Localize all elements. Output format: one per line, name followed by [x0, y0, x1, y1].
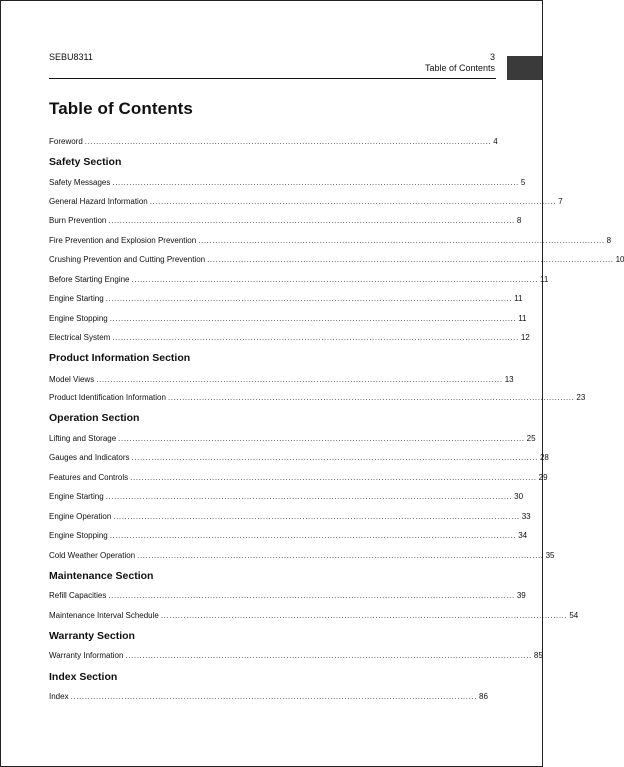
toc-entry[interactable] — [49, 551, 555, 561]
toc-entry-label: Model Views — [49, 375, 95, 384]
dot-leader: ................................................................................................................................................ — [105, 294, 513, 303]
dot-leader: ................................................................................................................................................ — [149, 197, 557, 206]
toc-entry-label: General Hazard Information — [49, 197, 148, 206]
toc-entry-label: Lifting and Storage — [49, 434, 117, 443]
section-heading-maintenance[interactable]: Maintenance Section — [49, 570, 154, 582]
toc-entry-page: 39 — [516, 591, 526, 600]
dot-leader: ................................................................................................................................................ — [112, 333, 519, 342]
toc-entry-label: Burn Prevention — [49, 216, 107, 225]
dot-leader: ................................................................................................................................................ — [105, 492, 513, 501]
toc-entry[interactable] — [49, 512, 531, 522]
dot-leader: ................................................................................................................................................ — [130, 473, 537, 482]
toc-entry[interactable] — [49, 692, 488, 702]
toc-entry-label: Gauges and Indicators — [49, 453, 130, 462]
toc-entry-label: Fire Prevention and Explosion Prevention — [49, 236, 197, 245]
toc-entry-label: Maintenance Interval Schedule — [49, 611, 159, 620]
toc-entry-label: Cold Weather Operation — [49, 551, 136, 560]
toc-entry-page: 30 — [514, 492, 524, 501]
section-heading-operation[interactable]: Operation Section — [49, 412, 140, 424]
dot-leader: ................................................................................................................................................ — [109, 531, 517, 540]
toc-entry-label: Foreword — [49, 137, 83, 146]
toc-entry-label: Warranty Information — [49, 651, 124, 660]
toc-entry-label: Engine Starting — [49, 294, 104, 303]
toc-entry-label: Features and Controls — [49, 473, 129, 482]
section-heading-warranty[interactable]: Warranty Section — [49, 630, 135, 642]
dot-leader: ................................................................................................................................................ — [207, 255, 614, 264]
dot-leader: ................................................................................................................................................ — [125, 651, 532, 660]
toc-entry-page: 8 — [606, 236, 612, 245]
toc-entry-page: 10 — [615, 255, 624, 264]
toc-entry[interactable] — [49, 294, 523, 304]
dot-leader: ................................................................................................................................................ — [84, 137, 492, 146]
toc-entry[interactable] — [49, 275, 549, 285]
toc-entry-page: 5 — [520, 178, 526, 187]
toc-entry-label: Crushing Prevention and Cutting Prevention — [49, 255, 206, 264]
toc-entry-page: 11 — [514, 294, 523, 303]
toc-entry-page: 34 — [518, 531, 528, 540]
toc-entry-label: Engine Stopping — [49, 531, 108, 540]
dot-leader: ................................................................................................................................................ — [131, 453, 538, 462]
dot-leader: ................................................................................................................................................ — [96, 375, 503, 384]
toc-entry[interactable] — [49, 375, 514, 385]
toc-entry-page: 33 — [521, 512, 531, 521]
toc-entry-label: Refill Capacities — [49, 591, 107, 600]
toc-entry[interactable] — [49, 255, 624, 265]
toc-entry-page: 23 — [576, 393, 586, 402]
toc-entry[interactable] — [49, 531, 528, 541]
toc-entry[interactable] — [49, 492, 524, 502]
running-header-title: Table of Contents — [424, 63, 495, 73]
toc-entry-page: 11 — [539, 275, 549, 284]
toc-entry-label: Engine Operation — [49, 512, 112, 521]
dot-leader: ................................................................................................................................................ — [109, 314, 517, 323]
page-title: Table of Contents — [49, 99, 193, 118]
toc-entry[interactable] — [49, 651, 543, 661]
toc-entry-page: 85 — [533, 651, 543, 660]
toc-entry-foreword[interactable] — [49, 137, 498, 147]
toc-entry-label: Electrical System — [49, 333, 111, 342]
dot-leader: ................................................................................................................................................ — [113, 512, 520, 521]
toc-entry[interactable] — [49, 393, 586, 403]
toc-entry[interactable] — [49, 473, 548, 483]
section-thumb-tab — [507, 56, 542, 80]
toc-entry-label: Product Identification Information — [49, 393, 166, 402]
dot-leader: ................................................................................................................................................ — [118, 434, 525, 443]
toc-entry-page: 54 — [569, 611, 579, 620]
dot-leader: ................................................................................................................................................ — [131, 275, 538, 284]
dot-leader: ................................................................................................................................................ — [167, 393, 575, 402]
dot-leader: ................................................................................................................................................ — [108, 216, 515, 225]
toc-entry[interactable] — [49, 236, 612, 246]
toc-entry[interactable] — [49, 178, 526, 188]
toc-entry[interactable] — [49, 453, 549, 463]
toc-entry-label: Index — [49, 692, 69, 701]
dot-leader: ................................................................................................................................................ — [70, 692, 478, 701]
toc-entry-page: 86 — [479, 692, 488, 701]
toc-entry[interactable] — [49, 434, 536, 444]
toc-entry-page: 25 — [526, 434, 536, 443]
document-id: SEBU8311 — [49, 52, 93, 62]
toc-entry-page: 13 — [504, 375, 514, 384]
section-heading-product-information[interactable]: Product Information Section — [49, 352, 191, 364]
toc-entry-page: 11 — [518, 314, 527, 323]
toc-entry[interactable] — [49, 216, 522, 226]
dot-leader: ................................................................................................................................................ — [160, 611, 568, 620]
toc-entry-label: Safety Messages — [49, 178, 111, 187]
toc-entry-label: Before Starting Engine — [49, 275, 130, 284]
toc-entry-page: 4 — [493, 137, 498, 146]
toc-entry[interactable] — [49, 611, 579, 621]
toc-entry-label: Engine Stopping — [49, 314, 108, 323]
page-number: 3 — [489, 52, 495, 62]
toc-entry-page: 8 — [516, 216, 522, 225]
toc-entry-page: 29 — [538, 473, 548, 482]
toc-entry[interactable] — [49, 333, 530, 343]
toc-entry[interactable] — [49, 591, 526, 601]
dot-leader: ................................................................................................................................................ — [137, 551, 544, 560]
dot-leader: ................................................................................................................................................ — [108, 591, 515, 600]
header-rule — [49, 78, 496, 79]
toc-entry-page: 7 — [558, 197, 563, 206]
toc-entry-page: 12 — [520, 333, 530, 342]
toc-entry[interactable] — [49, 314, 527, 324]
section-heading-safety[interactable]: Safety Section — [49, 156, 122, 168]
dot-leader: ................................................................................................................................................ — [198, 236, 605, 245]
dot-leader: ................................................................................................................................................ — [112, 178, 519, 187]
toc-entry-page: 28 — [539, 453, 549, 462]
toc-entry[interactable] — [49, 197, 563, 207]
section-heading-index[interactable]: Index Section — [49, 671, 118, 683]
toc-entry-page: 35 — [545, 551, 555, 560]
toc-entry-label: Engine Starting — [49, 492, 104, 501]
